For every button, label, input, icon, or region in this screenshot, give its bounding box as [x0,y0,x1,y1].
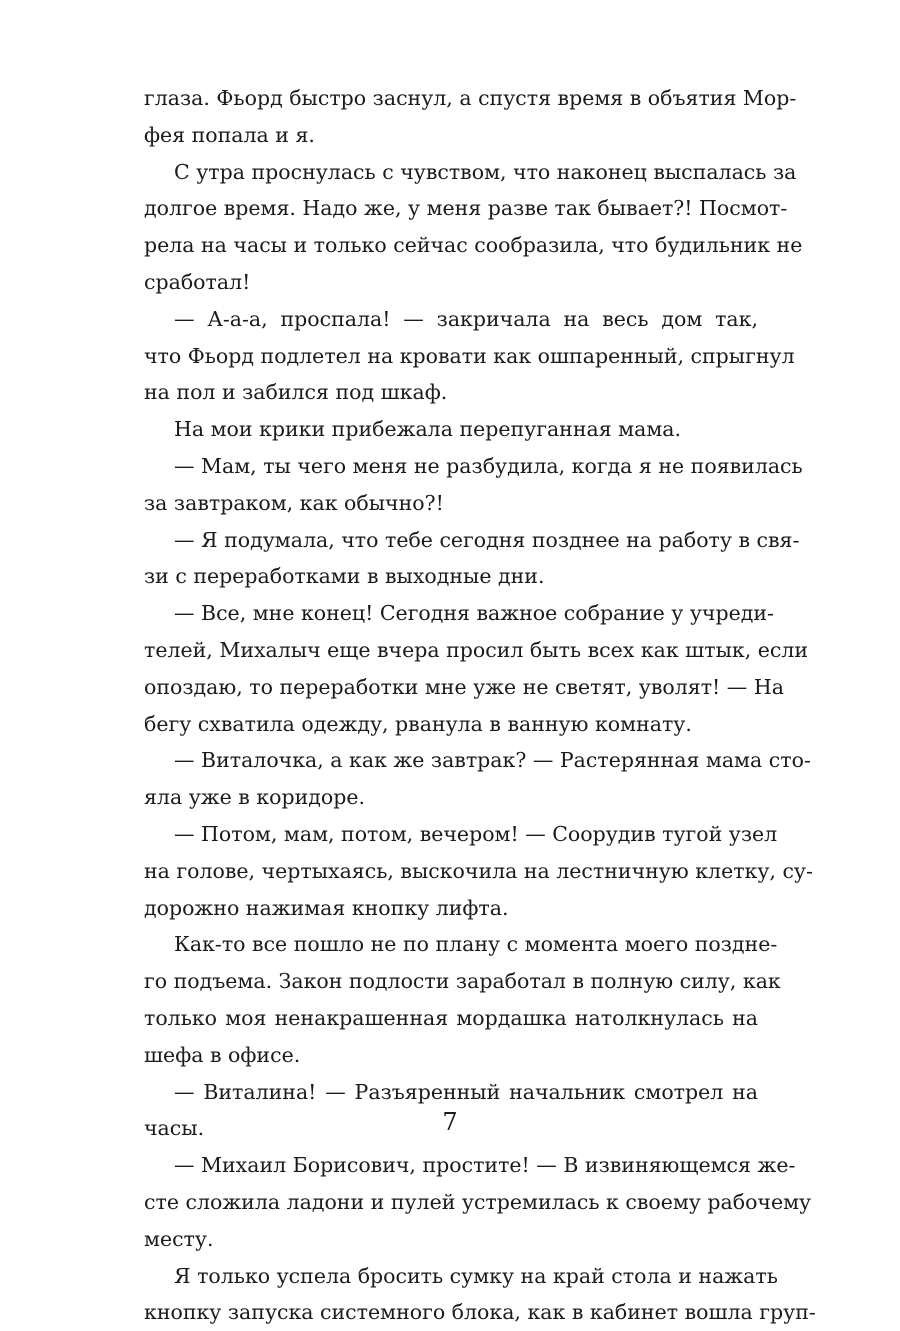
paragraph [144,595,758,742]
text-line: На мои крики прибежала перепуганная мама. [144,411,758,448]
text-line: на пол и забился под шкаф. [144,374,758,411]
text-line: зи с переработками в выходные дни. [144,558,758,595]
paragraph [144,80,758,154]
text-line: — Все, мне конец! Сегодня важное собрание у учреди- [144,595,758,632]
text-line: яла уже в коридоре. [144,779,758,816]
text-line: глаза. Фьорд быстро заснул, а спустя время в объятия Мор- [144,80,758,117]
text-line: — А-а-а, проспала! — закричала на весь дом так, [144,301,758,338]
text-line: кнопку запуска системного блока, как в кабинет вошла груп- [144,1294,758,1331]
text-line: го подъема. Закон подлости заработал в полную силу, как [144,963,758,1000]
text-line: сте сложила ладони и пулей устремилась к своему рабочему [144,1184,758,1221]
text-line: опоздаю, то переработки мне уже не светят, уволят! — На [144,669,758,706]
text-line: телей, Михалыч еще вчера просил быть всех как штык, если [144,632,758,669]
page-number: 7 [0,1108,900,1136]
paragraph [144,1258,758,1331]
text-line: рела на часы и только сейчас сообразила, что будильник не [144,227,758,264]
text-line: за завтраком, как обычно?! [144,485,758,522]
text-line: что Фьорд подлетел на кровати как ошпаренный, спрыгнул [144,338,758,375]
paragraph [144,411,758,448]
text-line: на голове, чертыхаясь, выскочила на лестничную клетку, су- [144,853,758,890]
text-line: — Виталочка, а как же завтрак? — Растерянная мама сто- [144,742,758,779]
paragraph [144,742,758,816]
paragraph [144,448,758,522]
text-line: долгое время. Надо же, у меня разве так бывает?! Посмот- [144,190,758,227]
body-text [144,80,758,1331]
text-line: дорожно нажимая кнопку лифта. [144,890,758,927]
text-line: С утра проснулась с чувством, что наконец выспалась за [144,154,758,191]
text-line: сработал! [144,264,758,301]
paragraph [144,1147,758,1257]
paragraph [144,154,758,301]
text-line: Я только успела бросить сумку на край стола и нажать [144,1258,758,1295]
text-line: — Виталина! — Разъяренный начальник смотрел на [144,1074,758,1111]
text-line: — Михаил Борисович, простите! — В извиняющемся же- [144,1147,758,1184]
text-line: — Я подумала, что тебе сегодня позднее на работу в свя- [144,522,758,559]
text-line: шефа в офисе. [144,1037,758,1074]
text-line: — Мам, ты чего меня не разбудила, когда я не появилась [144,448,758,485]
text-line: Как-то все пошло не по плану с момента моего поздне- [144,926,758,963]
text-line: фея попала и я. [144,117,758,154]
text-line: часы. [144,1110,758,1147]
paragraph [144,301,758,411]
paragraph [144,522,758,596]
text-line: месту. [144,1221,758,1258]
text-line: бегу схватила одежду, рванула в ванную комнату. [144,706,758,743]
paragraph [144,926,758,1073]
text-line: — Потом, мам, потом, вечером! — Соорудив тугой узел [144,816,758,853]
text-line: только моя ненакрашенная мордашка натолкнулась на [144,1000,758,1037]
paragraph [144,816,758,926]
